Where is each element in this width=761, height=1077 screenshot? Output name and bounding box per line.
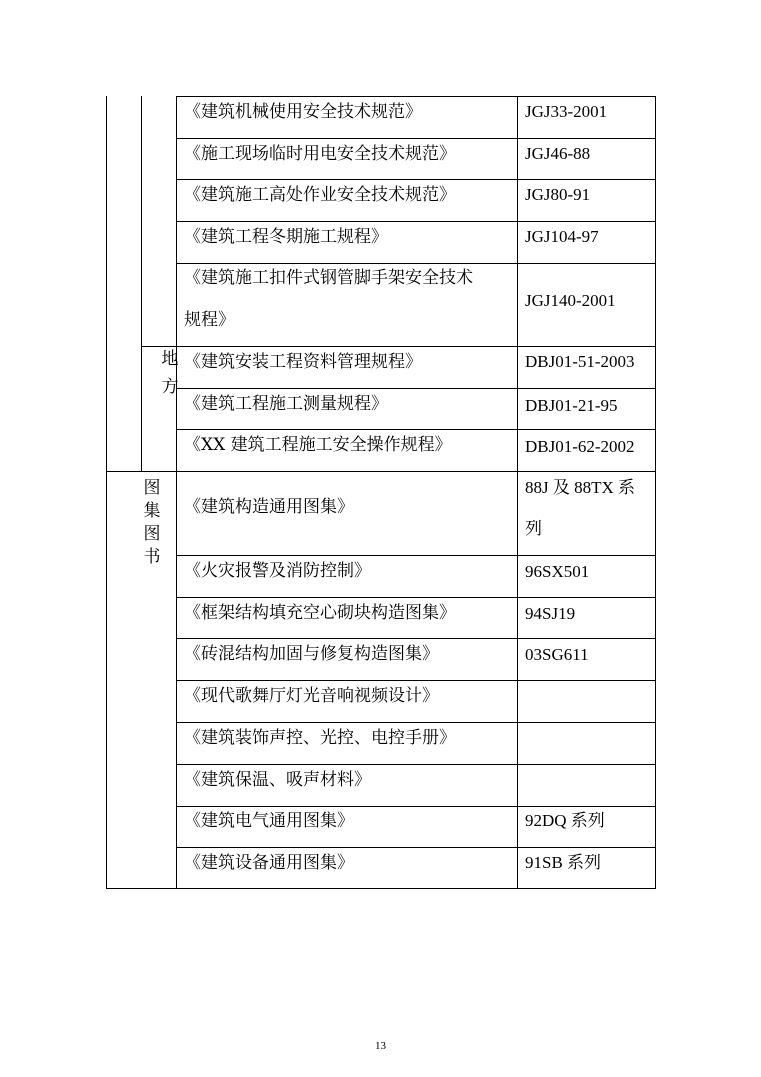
row-name: 《建筑保温、吸声材料》 <box>184 770 371 790</box>
row-code: 92DQ 系列 <box>525 811 605 830</box>
row-name-line2: 规程》 <box>184 310 235 330</box>
row-name: 《火灾报警及消防控制》 <box>184 561 371 581</box>
row-name: 《建筑工程施工测量规程》 <box>184 394 388 414</box>
row-code-line2: 列 <box>525 519 542 538</box>
row-code: DBJ01-51-2003 <box>525 352 635 371</box>
row-code-line1: 88J 及 88TX 系 <box>525 478 636 497</box>
row-name: 《建筑装饰声控、光控、电控手册》 <box>184 728 456 748</box>
row-name-line1: 《建筑施工扣件式钢管脚手架安全技术 <box>184 268 473 288</box>
row-code: 03SG611 <box>525 645 589 664</box>
page-number: 13 <box>375 1040 386 1052</box>
row-name: 《建筑工程冬期施工规程》 <box>184 227 388 247</box>
row-code: 96SX501 <box>525 562 590 581</box>
row-name: 《现代歌舞厅灯光音响视频设计》 <box>184 686 439 706</box>
row-code: JGJ46-88 <box>525 144 591 163</box>
row-code: JGJ140-2001 <box>525 291 616 310</box>
row-code: JGJ33-2001 <box>525 102 608 121</box>
row-name: 《建筑构造通用图集》 <box>184 497 354 517</box>
group-label-atlas-char-4: 书 <box>143 547 161 567</box>
row-name: 《砖混结构加固与修复构造图集》 <box>184 644 439 664</box>
row-name: 《建筑设备通用图集》 <box>184 853 354 873</box>
row-name: 《框架结构填充空心砌块构造图集》 <box>184 603 456 623</box>
row-code: JGJ104-97 <box>525 227 599 246</box>
group-label-atlas-char-3: 图 <box>143 524 161 544</box>
row-name: 《XX 建筑工程施工安全操作规程》 <box>184 435 452 455</box>
row-code: 91SB 系列 <box>525 853 602 872</box>
row-code: 94SJ19 <box>525 604 576 623</box>
row-name: 《建筑机械使用安全技术规范》 <box>184 102 422 122</box>
row-code: JGJ80-91 <box>525 185 591 204</box>
row-name: 《建筑安装工程资料管理规程》 <box>184 352 422 372</box>
group-label-local-char-2: 方 <box>161 377 179 397</box>
row-code: DBJ01-62-2002 <box>525 437 635 456</box>
row-name: 《施工现场临时用电安全技术规范》 <box>184 144 456 164</box>
group-label-local-char-1: 地 <box>161 349 179 369</box>
group-label-atlas-char-2: 集 <box>143 501 161 521</box>
row-name: 《建筑电气通用图集》 <box>184 811 354 831</box>
group-label-atlas-char-1: 图 <box>143 478 161 498</box>
row-code: DBJ01-21-95 <box>525 396 618 415</box>
row-name: 《建筑施工高处作业安全技术规范》 <box>184 185 456 205</box>
